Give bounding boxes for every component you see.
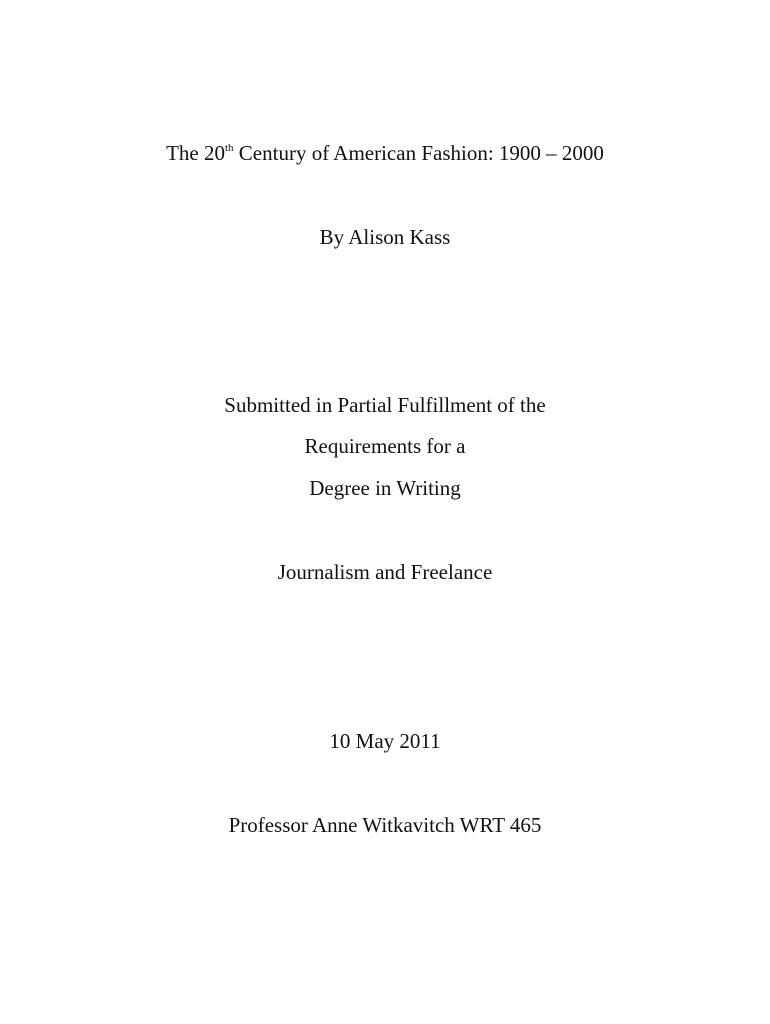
document-title xyxy=(0,141,770,165)
title-superscript: th xyxy=(224,142,234,154)
author-line: By Alison Kass xyxy=(319,225,451,249)
date-line: 10 May 2011 xyxy=(329,729,441,753)
submission-line-3: Degree in Writing xyxy=(309,476,461,500)
submission-line-1: Submitted in Partial Fulfillment of the xyxy=(224,393,546,417)
title-prefix: The 20 xyxy=(166,141,225,165)
program-line: Journalism and Freelance xyxy=(277,560,493,584)
professor-line: Professor Anne Witkavitch WRT 465 xyxy=(228,813,542,837)
submission-line-2: Requirements for a xyxy=(304,434,466,458)
title-suffix: Century of American Fashion: 1900 – 2000 xyxy=(233,141,604,165)
